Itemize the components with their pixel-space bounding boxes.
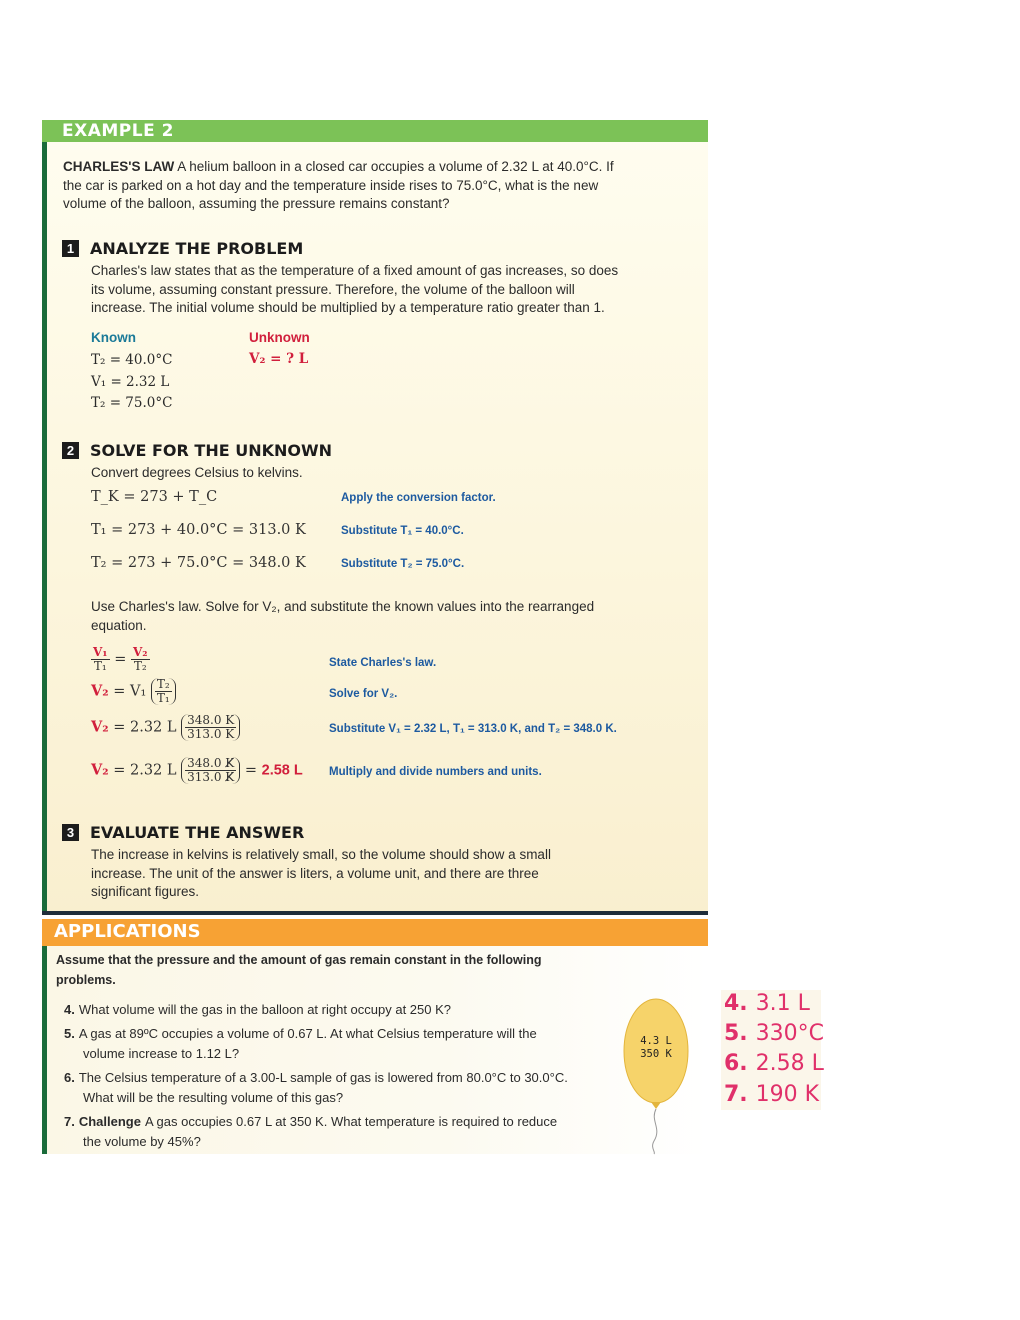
evaluate-line: The increase in kelvins is relatively small, so the volume should show a small <box>91 847 551 862</box>
conversion-eq-1: T_K = 273 + T_C <box>91 489 218 505</box>
equals-sign: = <box>113 762 126 779</box>
numerator: 348.0 K <box>187 713 235 727</box>
result-eq <box>91 757 303 784</box>
equals-sign: = <box>113 683 126 700</box>
problem-6 <box>64 1068 624 1107</box>
denominator: 313.0 K <box>187 727 235 741</box>
section-number: 3 <box>62 824 79 841</box>
answer-value: 190 K <box>755 1082 820 1107</box>
section-title: ANALYZE THE PROBLEM <box>90 238 304 258</box>
denominator: T₁ <box>93 659 107 673</box>
convert-text: Convert degrees Celsius to kelvins. <box>91 465 303 480</box>
unknown-item: V₂ = ? L <box>249 351 309 367</box>
use-law-line: Use Charles's law. Solve for V₂, and substitute the known values into the rearranged <box>91 599 595 614</box>
charles-law-eq <box>91 646 150 673</box>
solve-v2-eq <box>91 678 176 705</box>
substitute-eq <box>91 714 240 741</box>
conversion-eq-2: T₁ = 273 + 40.0°C = 313.0 K <box>91 522 306 538</box>
problem-text: A gas occupies 0.67 L at 350 K. What temperature is required to reduce <box>144 1114 558 1129</box>
law-note-1: State Charles's law. <box>329 657 437 669</box>
problem-text: What volume will the gas in the balloon at right occupy at 250 K? <box>78 1002 452 1017</box>
known-item: V₁ = 2.32 L <box>91 373 170 390</box>
intro-line-3: volume of the balloon, assuming the pressure remains constant? <box>63 196 450 211</box>
panel-accent-bar <box>42 140 47 915</box>
evaluate-text <box>91 846 701 902</box>
known-item: T₂ = 40.0°C <box>91 352 173 368</box>
answer-6 <box>724 1049 824 1079</box>
problem-text: the volume by 45%? <box>83 1133 201 1149</box>
section-title: SOLVE FOR THE UNKNOWN <box>90 440 333 460</box>
law-note-3: Substitute V₁ = 2.32 L, T₁ = 313.0 K, and T₂ = 348.0 K. <box>329 723 617 735</box>
v2-symbol: V₂ <box>91 718 109 736</box>
divider <box>42 911 708 915</box>
fraction <box>131 646 150 673</box>
fraction <box>185 757 236 784</box>
numerator: T₂ <box>156 677 170 691</box>
problem-text: volume increase to 1.12 L? <box>83 1045 240 1061</box>
parenthesis <box>151 678 176 705</box>
analyze-line: Charles's law states that as the temperature of a fixed amount of gas increases, so does <box>91 263 619 278</box>
problem-number: 7. <box>64 1114 75 1129</box>
conversion-note-2: Substitute T₁ = 40.0°C. <box>341 525 464 537</box>
numerator: 348.0 K̸ <box>187 756 235 770</box>
problem-text: What will be the resulting volume of this gas? <box>83 1089 344 1105</box>
section-analyze-heading <box>62 238 303 258</box>
example-header <box>42 120 708 142</box>
coefficient: 2.32 L <box>129 762 177 779</box>
challenge-label: Challenge <box>78 1114 141 1129</box>
applications-title: APPLICATIONS <box>54 921 201 942</box>
section-evaluate-heading <box>62 822 304 842</box>
problem-7 <box>64 1112 624 1151</box>
law-note-2: Solve for V₂. <box>329 688 398 700</box>
example-title: EXAMPLE 2 <box>62 121 174 141</box>
known-item: T₂ = 75.0°C <box>91 395 173 411</box>
section-solve-heading <box>62 440 332 460</box>
balloon-label <box>638 1035 674 1061</box>
applications-accent-bar <box>42 946 47 1154</box>
known-label: Known <box>91 330 136 345</box>
numerator: V₂ <box>132 645 148 659</box>
v2-symbol: V₂ <box>91 682 109 700</box>
conversion-eq-3: T₂ = 273 + 75.0°C = 348.0 K <box>91 555 306 571</box>
evaluate-line: significant figures. <box>91 884 200 899</box>
example-lead: CHARLES'S LAW <box>63 159 175 174</box>
problem-4 <box>64 1000 614 1020</box>
balloon-volume: 4.3 L <box>640 1035 672 1047</box>
intro-line-1: A helium balloon in a closed car occupies a volume of 2.32 L at 40.0°C. If <box>177 159 614 174</box>
equals-sign: = <box>113 719 126 736</box>
v1-symbol: V₁ <box>129 683 147 700</box>
use-law-line: equation. <box>91 617 147 633</box>
evaluate-line: increase. The unit of the answer is liters, a volume unit, and there are three <box>91 865 539 881</box>
answer-number: 6. <box>724 1051 748 1076</box>
v2-symbol: V₂ <box>91 761 109 779</box>
example-intro <box>63 158 703 214</box>
known-list <box>91 350 172 415</box>
fraction <box>185 714 236 741</box>
conversion-note-1: Apply the conversion factor. <box>341 492 496 504</box>
problem-number: 5. <box>64 1026 75 1041</box>
denominator: 313.0 K̸ <box>187 770 235 784</box>
equals-sign: = <box>114 651 127 668</box>
answer-value: 2.58 L <box>755 1051 824 1076</box>
parenthesis <box>181 714 240 741</box>
answer-number: 7. <box>724 1082 748 1107</box>
problem-number: 6. <box>64 1070 75 1085</box>
denominator: T₁ <box>156 691 170 705</box>
answer-value: 330°C <box>755 1021 825 1046</box>
intro-line-2: the car is parked on a hot day and the temperature inside rises to 75.0°C, what is the new <box>63 177 599 193</box>
section-number: 2 <box>62 442 79 459</box>
analyze-line: increase. The initial volume should be multiplied by a temperature ratio greater than 1. <box>91 300 605 315</box>
parenthesis <box>181 757 240 784</box>
answer-number: 5. <box>724 1021 748 1046</box>
unknown-label: Unknown <box>249 330 310 345</box>
answer-4 <box>724 989 810 1019</box>
answer-7 <box>724 1080 819 1110</box>
analyze-text <box>91 262 701 318</box>
denominator: T₂ <box>133 659 147 673</box>
answer-number: 4. <box>724 991 748 1016</box>
answer-value: 3.1 L <box>755 991 810 1016</box>
analyze-line: its volume, assuming constant pressure. Therefore, the volume of the balloon will <box>91 281 575 297</box>
equals-sign: = <box>244 762 258 779</box>
balloon-temperature: 350 K <box>640 1048 672 1060</box>
use-law-text <box>91 598 701 635</box>
balloon-icon <box>616 996 696 1156</box>
problem-5 <box>64 1024 624 1063</box>
applications-intro <box>56 951 576 990</box>
section-number: 1 <box>62 240 79 257</box>
problem-text: The Celsius temperature of a 3.00-L sample of gas is lowered from 80.0°C to 30.0°C. <box>78 1070 568 1085</box>
coefficient: 2.32 L <box>129 719 177 736</box>
conversion-note-3: Substitute T₂ = 75.0°C. <box>341 558 465 570</box>
law-note-4: Multiply and divide numbers and units. <box>329 766 542 778</box>
numerator: V₁ <box>93 645 108 659</box>
fraction <box>155 678 172 705</box>
problem-text: A gas at 89ºC occupies a volume of 0.67 L. At what Celsius temperature will the <box>78 1026 537 1041</box>
answer-5 <box>724 1019 824 1049</box>
intro-line: problems. <box>56 972 116 987</box>
section-title: EVALUATE THE ANSWER <box>90 822 305 842</box>
problem-number: 4. <box>64 1002 75 1017</box>
applications-header <box>42 919 708 946</box>
result-value: 2.58 L <box>261 762 303 779</box>
intro-line: Assume that the pressure and the amount of gas remain constant in the following <box>56 953 542 967</box>
fraction <box>91 646 110 673</box>
